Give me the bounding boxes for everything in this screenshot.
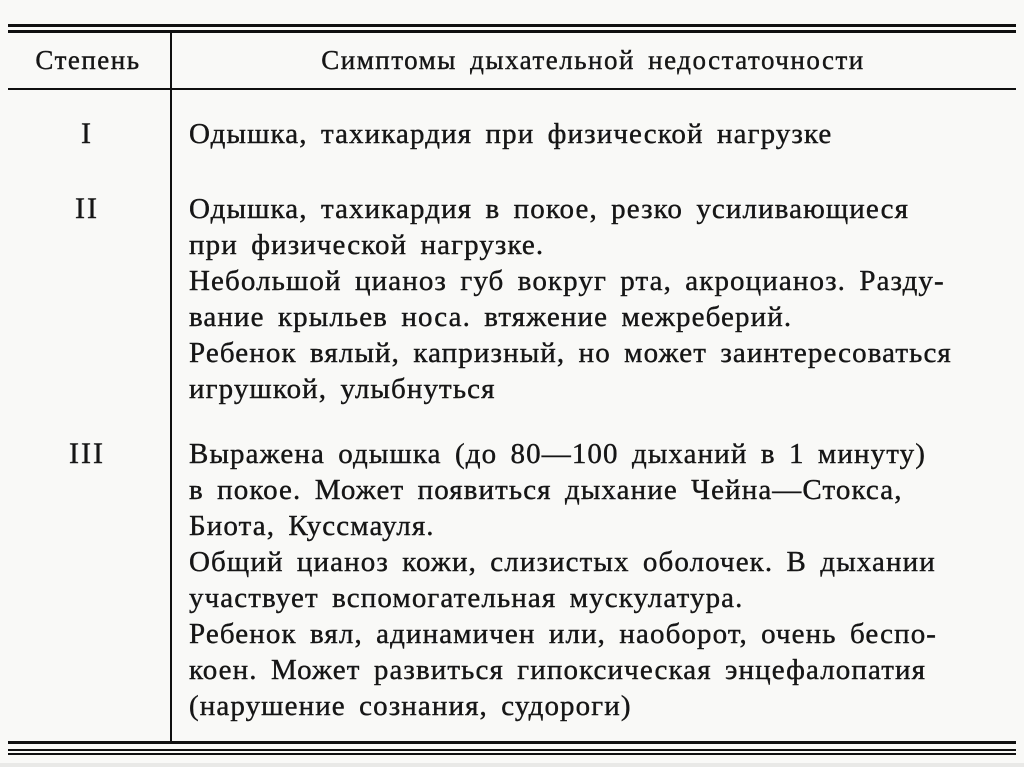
column-header-symptoms: Симптомы дыхательной недостаточности (321, 45, 865, 75)
scan-edge-shadow (0, 763, 1024, 767)
symptom-line: при физической нагрузке. (189, 229, 545, 261)
symptom-line: в покое. Может появиться дыхание Чейна—Стокса, (189, 474, 903, 506)
symptom-line: коен. Может развиться гипоксическая энцефалопатия (189, 654, 927, 686)
symptom-line: Одышка, тахикардия в покое, резко усиливающиеся (189, 193, 910, 225)
symptom-line: Общий цианоз кожи, слизистых оболочек. В дыхании (189, 546, 936, 578)
symptom-text (189, 191, 952, 407)
table-row (0, 191, 1024, 407)
symptom-line: Биота, Куссмауля. (189, 510, 435, 542)
symptom-line: Небольшой цианоз губ вокруг рта, акроцианоз. Разду- (189, 265, 945, 297)
table-body (0, 88, 1024, 724)
table-row (0, 436, 1024, 724)
bottom-heavy-rule (8, 741, 1016, 744)
symptom-line: Ребенок вял, адинамичен или, наоборот, очень беспо- (189, 618, 938, 650)
symptom-line: вание крыльев носа. втяжение межреберий. (189, 301, 793, 333)
symptom-line: Ребенок вялый, капризный, но может заинтересоваться (189, 337, 952, 369)
symptom-line: участвует вспомогательная мускулатура. (189, 582, 744, 614)
bottom-double-rule-upper (8, 749, 1016, 751)
top-double-rule-upper (8, 24, 1016, 27)
symptom-line: Выражена одышка (до 80—100 дыханий в 1 минуту) (189, 438, 926, 470)
table-row (0, 116, 1024, 152)
symptom-line: Одышка, тахикардия при физической нагрузке (189, 118, 833, 150)
degree-cell: II (75, 192, 99, 225)
bottom-double-rule-lower (8, 753, 1016, 755)
degree-cell: I (81, 117, 93, 150)
symptom-text (189, 436, 937, 724)
symptom-line: (нарушение сознания, судороги) (189, 690, 632, 722)
column-header-degree: Степень (35, 45, 141, 75)
degree-cell: III (69, 437, 105, 470)
symptom-line: игрушкой, улыбнуться (189, 373, 496, 405)
symptom-text (189, 116, 832, 152)
